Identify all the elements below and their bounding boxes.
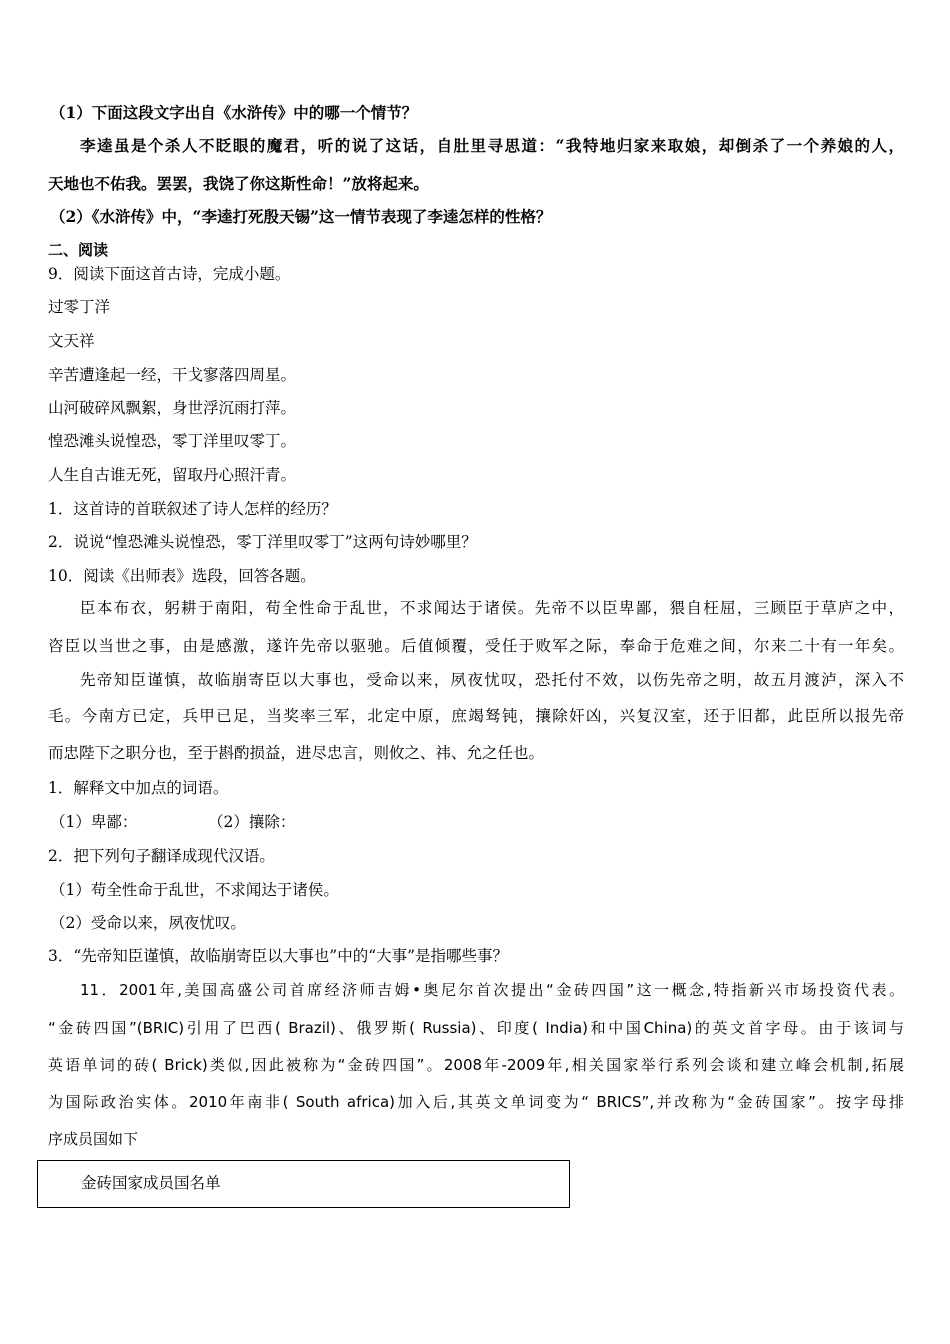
section-title: 二、阅读 <box>48 241 109 259</box>
q11-line: 英语单词的砖( Brick)类似,因此被称为“金砖四国”。2008年-2009年,相关国家举行系列会谈和建立峰会机制,拓展 <box>48 1056 904 1074</box>
q11-line: 11．2001年,美国高盛公司首席经济师吉姆•奥尼尔首次提出“金砖四国”这一概念,特指新兴市场投资代表。 <box>80 981 904 999</box>
q9-question-1: 1．这首诗的首联叙述了诗人怎样的经历？ <box>48 500 337 518</box>
q11-line: 为国际政治实体。2010年南非( South africa)加入后,其英文单词变为“ BRICS”,并改称为“金砖国家”。按字母排 <box>48 1093 904 1111</box>
q10-question-2: 2．把下列句子翻译成现代汉语。 <box>48 847 275 865</box>
poem-line: 人生自古谁无死，留取丹心照汗青。 <box>48 466 297 484</box>
q10-question-1a: （1）卑鄙： <box>50 813 138 831</box>
passage-line: 先帝知臣谨慎，故临崩寄臣以大事也，受命以来，夙夜忧叹，恐托付不效，以伤先帝之明，故五月渡泸，深入不 <box>80 671 904 689</box>
q10-question-2a: （1）苟全性命于乱世，不求闻达于诸侯。 <box>50 881 339 899</box>
q8-sub-question-1: （1）下面这段文字出自《水浒传》中的哪一个情节？ <box>50 103 418 122</box>
q10-prompt: 10．阅读《出师表》选段，回答各题。 <box>48 567 316 585</box>
q8-quote-line-2: 天地也不佑我。罢罢，我饶了你这斯性命！”放将起来。 <box>48 174 429 193</box>
poem-line: 山河破碎风飘絮，身世浮沉雨打萍。 <box>48 399 297 417</box>
poem-title: 过零丁洋 <box>48 298 111 316</box>
poem-line: 辛苦遭逢起一经，干戈寥落四周星。 <box>48 366 297 384</box>
q11-line: “金砖四国”(BRIC)引用了巴西( Brazil)、俄罗斯( Russia)、印度( India)和中国China)的英文首字母。由于该词与 <box>48 1019 904 1037</box>
table-title: 金砖国家成员国名单 <box>81 1174 221 1192</box>
member-list-table <box>37 1160 570 1208</box>
q10-question-2b: （2）受命以来，夙夜忧叹。 <box>50 914 246 932</box>
q8-sub-question-2: （2）《水浒传》中，“李逵打死殷天锡”这一情节表现了李逵怎样的性格？ <box>50 207 552 226</box>
q11-line: 序成员国如下 <box>48 1130 139 1148</box>
q8-quote-line-1: 李逵虽是个杀人不眨眼的魔君，听的说了这话，自肚里寻思道：“我特地归家来取娘，却倒杀了一个养娘的人， <box>80 136 904 155</box>
passage-line: 臣本布衣，躬耕于南阳，苟全性命于乱世，不求闻达于诸侯。先帝不以臣卑鄙，猥自枉屈，三顾臣于草庐之中， <box>80 599 904 617</box>
passage-line: 咨臣以当世之事，由是感激，遂许先帝以驱驰。后值倾覆，受任于败军之际，奉命于危难之间，尔来二十有一年矣。 <box>48 637 904 655</box>
q9-prompt: 9．阅读下面这首古诗，完成小题。 <box>48 265 291 283</box>
q10-question-1: 1．解释文中加点的词语。 <box>48 779 229 797</box>
poem-author: 文天祥 <box>48 332 95 350</box>
q10-question-1b: （2）攘除： <box>208 813 296 831</box>
passage-line: 而忠陛下之职分也，至于斟酌损益，进尽忠言，则攸之、祎、允之任也。 <box>48 744 545 762</box>
q9-question-2: 2．说说“惶恐滩头说惶恐，零丁洋里叹零丁”这两句诗妙哪里？ <box>48 533 477 551</box>
q10-question-3: 3．“先帝知臣谨慎，故临崩寄臣以大事也”中的“大事”是指哪些事？ <box>48 947 509 965</box>
poem-line: 惶恐滩头说惶恐，零丁洋里叹零丁。 <box>48 432 297 450</box>
passage-line: 毛。今南方已定，兵甲已足，当奖率三军，北定中原，庶竭驽钝，攘除奸凶，兴复汉室，还于旧都，此臣所以报先帝 <box>48 707 904 725</box>
